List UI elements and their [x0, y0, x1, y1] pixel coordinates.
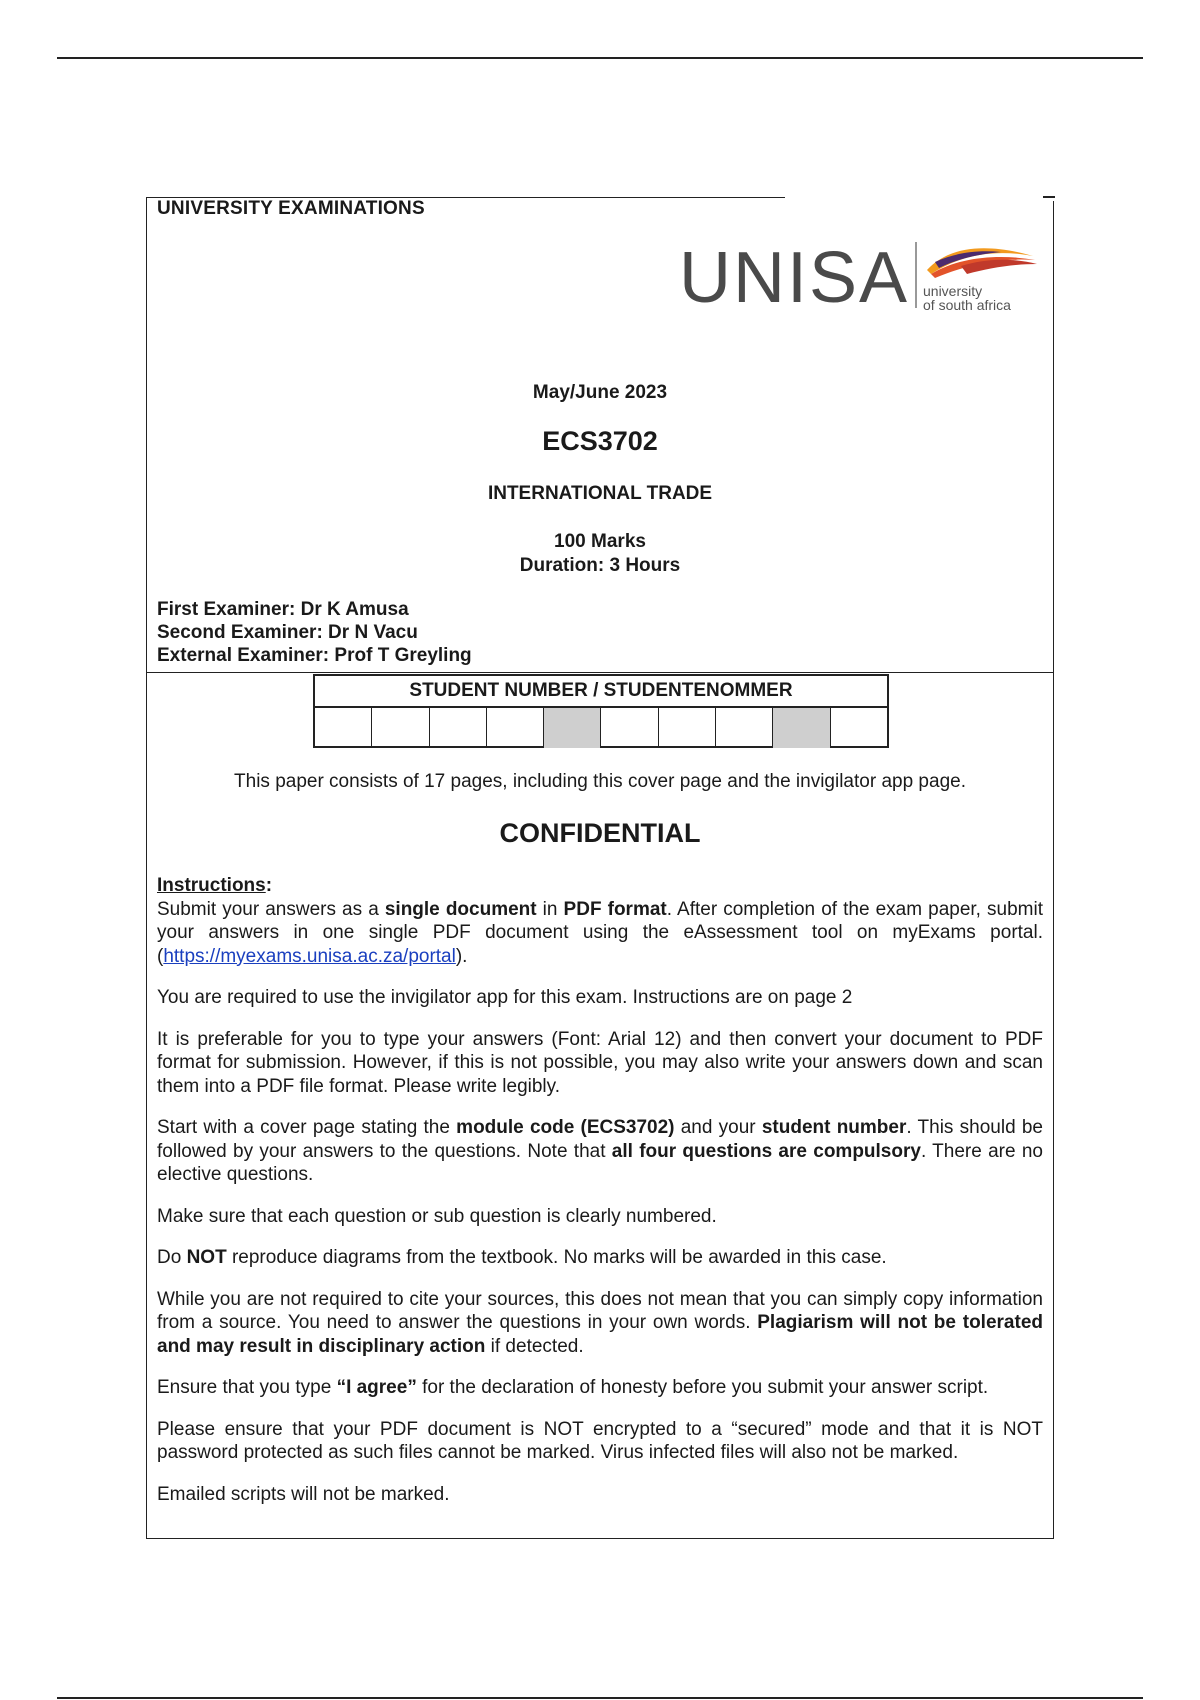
student-number-box[interactable]: [773, 708, 830, 748]
instruction-invigilator: You are required to use the invigilator app for this exam. Instructions are on page 2: [157, 987, 853, 1008]
header-title: UNIVERSITY EXAMINATIONS: [157, 198, 425, 219]
student-number-box[interactable]: [430, 708, 487, 748]
bottom-rule: [57, 1697, 1143, 1699]
student-number-box[interactable]: [716, 708, 773, 748]
logo-sub-line2: of south africa: [923, 297, 1011, 313]
top-rule: [57, 57, 1143, 59]
student-number-box[interactable]: [315, 708, 372, 748]
logo-sub-line1: university: [923, 283, 983, 299]
logo-divider: [915, 242, 917, 308]
instructions-section: [157, 874, 1043, 1524]
marks-duration: [147, 530, 1053, 578]
instruction-declaration: Ensure that you type “I agree” for the declaration of honesty before you submit your answer script.: [157, 1377, 989, 1398]
instructions-heading: [157, 874, 1043, 898]
external-examiner: External Examiner: Prof T Greyling: [157, 645, 472, 666]
instructions-heading-colon: :: [265, 875, 273, 896]
student-number-box[interactable]: [659, 708, 716, 748]
frame-corner: [1043, 196, 1055, 198]
student-number-box[interactable]: [601, 708, 658, 748]
instruction-diagrams: Do NOT reproduce diagrams from the textbook. No marks will be awarded in this case.: [157, 1247, 887, 1268]
instruction-typing: It is preferable for you to type your answers (Font: Arial 12) and then convert your document to PDF format for submission. However, if this is not possible, you may also write your answers down and scan them into a PDF file format. Please write legibly.: [157, 1028, 1043, 1097]
portal-link[interactable]: https://myexams.unisa.ac.za/portal: [163, 945, 456, 967]
instruction-plagiarism: While you are not required to cite your sources, this does not mean that you can simply copy information from a source. You need to answer the questions in your own words. Plagiarism will not be tolerated and may result in disciplinary action if detected.: [157, 1288, 1043, 1357]
instruction-submit: Submit your answers as a single document in PDF format. After completion of the exam paper, submit your answers in one single PDF document using the eAssessment tool on myExams portal. (https://myexams.unisa.ac.za/portal).: [157, 898, 1043, 967]
exam-date: May/June 2023: [532, 382, 668, 403]
instruction-numbering: Make sure that each question or sub question is clearly numbered.: [157, 1205, 717, 1227]
logo-subtitle: [923, 284, 1011, 312]
student-number-box[interactable]: [487, 708, 544, 748]
unisa-logo: [679, 240, 1049, 320]
logo-wordmark: UNISA: [679, 238, 910, 318]
instruction-encryption: Please ensure that your PDF document is NOT encrypted to a “secured” mode and that it is NOT password protected as such files cannot be marked. Virus infected files will also not be marked.: [157, 1418, 1043, 1463]
section-divider: [147, 672, 1053, 673]
course-title: INTERNATIONAL TRADE: [487, 483, 713, 504]
first-examiner: First Examiner: Dr K Amusa: [157, 599, 409, 620]
student-number-cells: [315, 708, 887, 748]
total-marks: 100 Marks: [554, 531, 646, 552]
student-number-table: [313, 674, 889, 748]
logo-swoosh-icon: [921, 240, 1041, 280]
instruction-cover-page: Start with a cover page stating the module code (ECS3702) and your student number. This should be followed by your answers to the questions. Note that all four questions are compulsory. There are no elective questions.: [157, 1117, 1043, 1185]
second-examiner: Second Examiner: Dr N Vacu: [157, 622, 418, 643]
exam-cover-frame: [146, 197, 1054, 1539]
student-number-box[interactable]: [831, 708, 887, 748]
pages-note: This paper consists of 17 pages, including this cover page and the invigilator app page.: [234, 771, 966, 792]
student-number-box[interactable]: [544, 708, 601, 748]
instruction-email: Emailed scripts will not be marked.: [157, 1483, 450, 1505]
duration: Duration: 3 Hours: [519, 555, 681, 576]
examiners-list: [157, 598, 472, 667]
instructions-heading-text: Instructions: [157, 875, 266, 896]
module-code: ECS3702: [542, 426, 658, 456]
student-number-label: STUDENT NUMBER / STUDENTENOMMER: [315, 676, 887, 708]
confidential-heading: CONFIDENTIAL: [499, 818, 701, 848]
student-number-box[interactable]: [372, 708, 429, 748]
frame-gap: [785, 195, 1189, 201]
